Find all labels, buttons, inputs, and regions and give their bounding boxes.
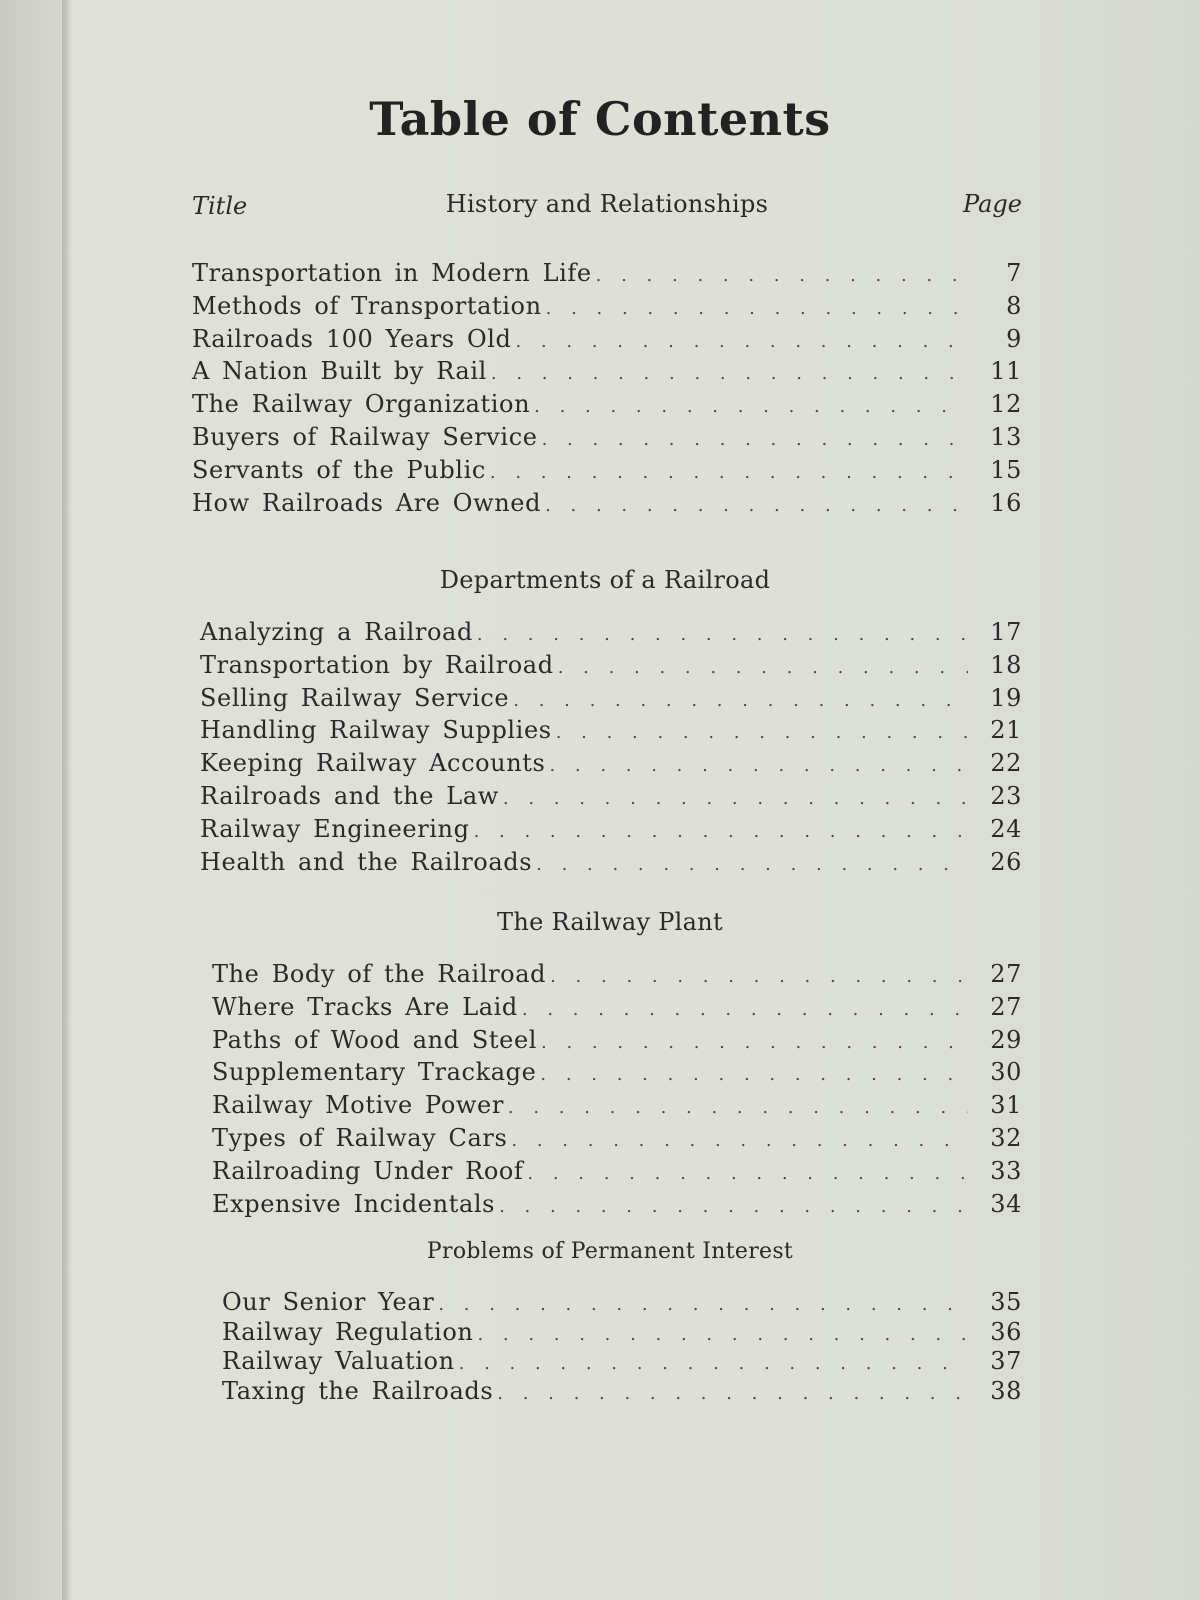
entry-page: 19 — [990, 683, 1022, 712]
dot-leader — [542, 424, 968, 457]
toc-header-row — [192, 190, 1022, 230]
toc-entry[interactable] — [212, 1056, 1022, 1089]
entry-page: 26 — [990, 847, 1022, 876]
dot-leader — [550, 961, 968, 994]
entry-page: 27 — [990, 960, 1022, 988]
dot-leader — [527, 1158, 968, 1191]
entry-label: A Nation Built by Rail — [192, 357, 487, 386]
entry-page: 18 — [990, 650, 1022, 679]
dot-leader — [549, 750, 968, 783]
dot-leader — [491, 358, 968, 391]
entry-label: Where Tracks Are Laid — [212, 992, 518, 1021]
toc-entry[interactable] — [222, 1377, 1022, 1407]
dot-leader — [545, 490, 968, 523]
title-column-label: Title — [192, 192, 248, 220]
entry-page: 17 — [990, 618, 1022, 646]
dot-leader — [503, 783, 968, 816]
entry-page: 12 — [990, 390, 1022, 419]
toc-entry[interactable] — [192, 355, 1022, 388]
entry-page: 29 — [990, 1025, 1022, 1054]
entry-page: 22 — [990, 749, 1022, 778]
entry-page: 37 — [990, 1347, 1022, 1375]
toc-entry[interactable] — [192, 487, 1022, 520]
entry-page: 24 — [990, 814, 1022, 843]
entry-page: 31 — [990, 1091, 1022, 1120]
entry-label: Types of Railway Cars — [212, 1123, 508, 1152]
entry-page: 11 — [990, 357, 1022, 386]
dot-leader — [477, 1320, 968, 1350]
toc-entry[interactable] — [212, 1155, 1022, 1188]
entry-page: 36 — [990, 1317, 1022, 1346]
entry-page: 35 — [990, 1288, 1022, 1316]
entry-label: Buyers of Railway Service — [192, 422, 538, 451]
toc-entry[interactable] — [192, 388, 1022, 421]
section-history-entries — [192, 257, 1022, 519]
dot-leader — [490, 457, 968, 490]
dot-leader — [459, 1349, 968, 1379]
entry-label: Paths of Wood and Steel — [212, 1025, 538, 1054]
entry-label: Railroads 100 Years Old — [192, 324, 512, 353]
toc-entry[interactable] — [200, 649, 1022, 682]
toc-entry[interactable] — [192, 290, 1022, 323]
entry-page: 16 — [990, 488, 1022, 517]
entry-label: Transportation by Railroad — [200, 650, 554, 679]
entry-label: The Body of the Railroad — [212, 960, 547, 988]
entry-label: Servants of the Public — [192, 455, 486, 484]
toc-entry[interactable] — [200, 714, 1022, 747]
dot-leader — [515, 326, 968, 359]
section-heading-plant: The Railway Plant — [497, 908, 723, 936]
entry-page: 38 — [990, 1376, 1022, 1405]
entry-label: Railway Regulation — [222, 1317, 474, 1346]
entry-label: Our Senior Year — [222, 1288, 435, 1316]
entry-label: Health and the Railroads — [200, 847, 533, 876]
toc-entry[interactable] — [200, 780, 1022, 813]
section-plant-entries — [212, 958, 1022, 1220]
section-problems-entries — [222, 1288, 1022, 1406]
entry-page: 33 — [990, 1156, 1022, 1185]
toc-entry[interactable] — [222, 1288, 1022, 1318]
dot-leader — [474, 816, 968, 849]
toc-entry[interactable] — [200, 747, 1022, 780]
dot-leader — [596, 260, 968, 293]
dot-leader — [556, 717, 968, 750]
entry-page: 32 — [990, 1123, 1022, 1152]
entry-label: Selling Railway Service — [200, 683, 510, 712]
entry-label: Analyzing a Railroad — [200, 618, 473, 646]
toc-entry[interactable] — [212, 1024, 1022, 1057]
section-heading-history: History and Relationships — [445, 190, 769, 218]
dot-leader — [541, 1027, 968, 1060]
toc-entry[interactable] — [200, 682, 1022, 715]
dot-leader — [522, 994, 968, 1027]
toc-entry[interactable] — [192, 257, 1022, 290]
dot-leader — [534, 391, 968, 424]
dot-leader — [477, 619, 968, 652]
dot-leader — [497, 1379, 968, 1409]
entry-label: Taxing the Railroads — [222, 1376, 494, 1405]
entry-page: 8 — [1006, 291, 1022, 320]
entry-page: 27 — [990, 992, 1022, 1021]
entry-page: 30 — [990, 1058, 1022, 1087]
entry-page: 15 — [990, 455, 1022, 484]
entry-page: 21 — [990, 716, 1022, 745]
entry-label: Railway Engineering — [200, 814, 470, 843]
entry-label: Railway Motive Power — [212, 1091, 504, 1120]
toc-entry[interactable] — [200, 616, 1022, 649]
toc-entry[interactable] — [212, 1122, 1022, 1155]
dot-leader — [511, 1125, 968, 1158]
page-gutter-shadow — [62, 0, 72, 1600]
section-heading-departments: Departments of a Railroad — [439, 566, 771, 594]
entry-label: Railroads and the Law — [200, 781, 499, 810]
entry-label: Railroading Under Roof — [212, 1156, 524, 1185]
page-title: Table of Contents — [369, 92, 831, 146]
section-departments-entries — [200, 616, 1022, 878]
dot-leader — [508, 1092, 968, 1125]
dot-leader — [536, 849, 968, 882]
section-heading-problems: Problems of Permanent Interest — [426, 1239, 794, 1264]
entry-page: 34 — [990, 1189, 1022, 1218]
entry-label: Railway Valuation — [222, 1347, 455, 1375]
toc-entry[interactable] — [212, 991, 1022, 1024]
toc-entry[interactable] — [212, 1188, 1022, 1221]
entry-page: 9 — [1006, 324, 1022, 353]
toc-entry[interactable] — [200, 813, 1022, 846]
toc-entry[interactable] — [222, 1318, 1022, 1348]
entry-label: How Railroads Are Owned — [192, 488, 542, 517]
toc-entry[interactable] — [212, 1089, 1022, 1122]
dot-leader — [546, 293, 968, 326]
toc-entry[interactable] — [192, 454, 1022, 487]
dot-leader — [438, 1290, 968, 1320]
toc-entry[interactable] — [200, 846, 1022, 879]
dot-leader — [558, 652, 968, 685]
entry-label: Keeping Railway Accounts — [200, 749, 546, 778]
entry-label: Methods of Transportation — [192, 291, 542, 320]
dot-leader — [499, 1191, 968, 1224]
entry-page: 23 — [990, 781, 1022, 810]
dot-leader — [540, 1059, 968, 1092]
entry-label: The Railway Organization — [192, 390, 531, 419]
page-column-label: Page — [963, 190, 1022, 218]
dot-leader — [513, 685, 968, 718]
toc-entry[interactable] — [212, 958, 1022, 991]
entry-label: Transportation in Modern Life — [192, 259, 592, 287]
entry-label: Supplementary Trackage — [212, 1058, 537, 1087]
toc-entry[interactable] — [192, 421, 1022, 454]
entry-page: 7 — [1006, 259, 1022, 287]
entry-label: Expensive Incidentals — [212, 1189, 496, 1218]
toc-entry[interactable] — [192, 323, 1022, 356]
entry-label: Handling Railway Supplies — [200, 716, 552, 745]
entry-page: 13 — [990, 422, 1022, 451]
toc-entry[interactable] — [222, 1347, 1022, 1377]
